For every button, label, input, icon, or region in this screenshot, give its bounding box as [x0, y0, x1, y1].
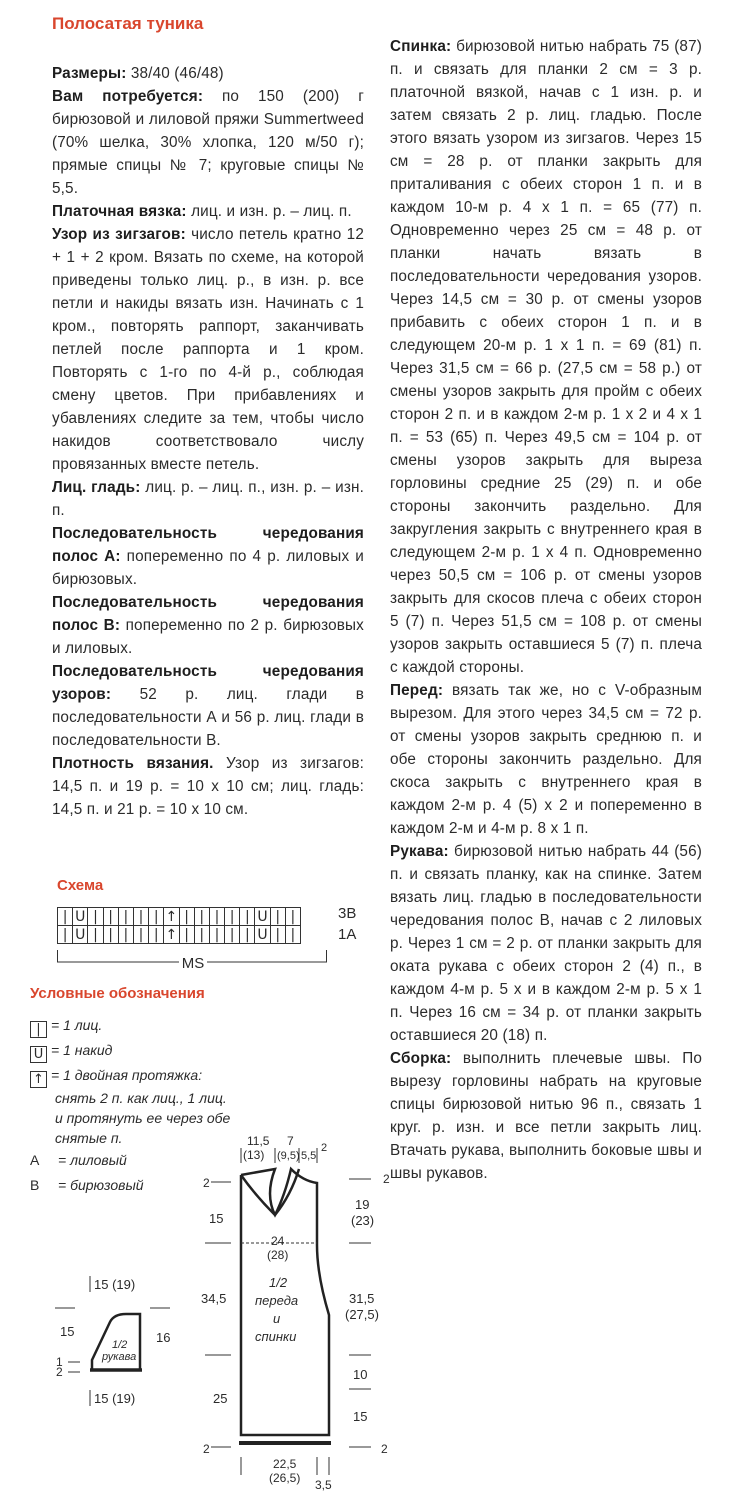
right-bottom-2: 2	[381, 1442, 388, 1456]
gauge-paragraph	[52, 752, 364, 821]
mid-width-24: 24	[271, 1234, 285, 1248]
knit-cell: |	[209, 926, 224, 944]
ms-bracket	[57, 950, 327, 974]
left-34-5: 34,5	[201, 1291, 227, 1306]
knit-cell: |	[225, 908, 240, 926]
left-column	[52, 62, 364, 821]
sleeve-label-word: рукава	[102, 1351, 137, 1363]
legend-a-value: = лиловый	[58, 1152, 127, 1168]
sequence-pattern-text: 52 р. лиц. глади в последовательности А и 56 р. лиц. глади в последовательности В.	[52, 686, 364, 749]
zigzag-label: Узор из зигзагов:	[52, 226, 186, 243]
legend-title: Условные обозначения	[30, 985, 205, 1002]
double-decrease-symbol-icon: ↑	[30, 1071, 47, 1088]
knit-cell: |	[240, 908, 255, 926]
page-title: Полосатая туника	[52, 14, 204, 33]
back-text: бирюзовой нитью набрать 75 (87) п. и связать для планки 2 см = 3 р. платочной вязкой, начав с 1 изн. р. и затем связать 2 р. лиц. гладью. После этого вязать узором из зигзагов. Через 15 см = 28 р. от планки закрыть для приталивания с обеих сторон 1 п. и в каждом 10-м р. 4 х 1 п. = 65 (77) п. Одновременно через 25 см = 48 р. от планки начать вязать в последовательности чередования узоров. Через 14,5 см = 30 р. от смены узоров прибавить с обеих сторон 1 п. и в следующем 20-м р. 1 х 1 п. = 69 (81) п. Через 31,5 см = 66 р. (27,5 см = 58 р.) от смены узоров закрыть для пройм с обеих сторон 2 п. и в каждом 2-м р. 1 х 2 и 4 х 1 п. = 53 (65) п. Через 49,5 см = 104 р. от смены узоров закрыть для выреза горловины средние 25 (29) п. и обе стороны закончить раздельно. Для закругления закрыть с внутреннего края в следующем 2-м р. 1 х 4 п. Одновременно через 50,5 см = 106 р. от смены узоров закрыть для скосов плеча с обеих сторон 5 (7) п. Через 51,5 см = 108 р. от смены узоров закрыть оставшиеся 5 (7) п. плеча с каждой стороны.	[390, 38, 702, 676]
assembly-paragraph	[390, 1047, 702, 1185]
legend-b-key: В	[30, 1177, 40, 1193]
front-text: вязать так же, но с V-образным вырезом. Для этого через 34,5 см = 72 р. от смены узоров закрыть среднюю п. и обе стороны закончить раздельно. Для скоса закрыть с внутреннего края в каждом 2-м р. 4 (5) х 2 и попеременно в каждом 2-м и 4-м р. 8 х 1 п.	[390, 682, 702, 837]
gauge-text: Узор из зигзагов: 14,5 п. и 19 р. = 10 х 10 см; лиц. гладь: 14,5 п. и 21 р. = 10 х 10 см.	[52, 755, 365, 818]
sleeve-bottom-width: 15 (19)	[94, 1391, 136, 1406]
sleeve-left-15: 15	[60, 1324, 75, 1339]
double-decrease-cell: ↑	[165, 908, 178, 925]
neck-width-13: (13)	[243, 1148, 265, 1162]
right-15: 15	[353, 1409, 368, 1424]
knit-cell: |	[88, 926, 103, 944]
knit-cell: |	[118, 908, 133, 926]
left-top-2: 2	[203, 1176, 210, 1190]
sequence-a-paragraph	[52, 522, 364, 591]
sleeve-pattern-diagram	[50, 1270, 190, 1410]
sequence-b-text: попеременно по 2 р. бирюзовых и лиловых.	[52, 617, 364, 657]
materials-text: по 150 (200) г бирюзовой и лиловой пряжи Summertweed (70% шелка, 30% хлопка, 120 м/50 г); прямые спицы № 7; круговые спицы № 5,5.	[52, 88, 364, 197]
knit-cell: |	[58, 926, 73, 944]
sleeves-paragraph	[390, 840, 702, 1047]
chart-row-top	[58, 908, 301, 926]
knit-cell: |	[270, 908, 285, 926]
knit-cell: |	[88, 908, 103, 926]
zigzag-paragraph	[52, 223, 364, 476]
chart-row-bottom	[58, 926, 301, 944]
right-31-5: 31,5	[349, 1291, 375, 1306]
legend-yo-text: = 1 накид	[51, 1042, 113, 1058]
armhole-width-5-5: 5,5	[301, 1150, 317, 1162]
assembly-text: выполнить плечевые швы. По вырезу горловины набрать на круговые спицы бирюзовой нитью 96 п., связать 1 круг. р. изн. и все петли закрыть лиц. Втачать рукава, выполнить боковые швы и швы рукавов.	[390, 1050, 703, 1182]
knit-cell: |	[285, 908, 300, 926]
right-top-2: 2	[383, 1172, 390, 1186]
legend-a-key: А	[30, 1152, 40, 1168]
legend-knit	[30, 1015, 102, 1038]
body-label-front: переда	[255, 1293, 299, 1308]
knit-cell: |	[285, 926, 300, 944]
sequence-b-paragraph	[52, 591, 364, 660]
neck-width-11-5: 11,5	[247, 1135, 270, 1148]
stockinette-text: лиц. р. – лиц. п., изн. р. – изн. п.	[52, 479, 364, 519]
legend-dec-line3: и протянуть ее через обе	[55, 1110, 231, 1126]
legend-yo	[30, 1040, 112, 1063]
sequence-a-label: Последовательность чередования полос А:	[52, 525, 364, 565]
knit-symbol-icon: |	[30, 1021, 47, 1038]
garter-label: Платочная вязка:	[52, 203, 187, 220]
legend-dec-line4: снятые п.	[55, 1130, 123, 1146]
knit-cell: |	[133, 926, 148, 944]
materials-paragraph	[52, 85, 364, 200]
zigzag-text: число петель кратно 12 + 1 + 2 кром. Вязать по схеме, на которой приведены только лиц. р., в изн. р. все петли и накиды вязать изн. Начинать с 1 кром., повторять раппорт, заканчивать петлей после раппорта и 1 кром. Повторять с 1-го по 4-й р., соблюдая смену цветов. При прибавлениях и убавлениях следите за тем, чтобы число накидов соответствовало числу провязанных вместе петель.	[52, 226, 364, 473]
left-bottom-2: 2	[203, 1442, 210, 1456]
knit-cell: |	[194, 926, 209, 944]
yarn-over-cell: U	[73, 908, 88, 926]
body-pattern-diagram	[195, 1135, 395, 1495]
assembly-label: Сборка:	[390, 1050, 452, 1067]
sleeve-left-2: 2	[56, 1365, 63, 1379]
ms-label: MS	[181, 955, 205, 972]
sequence-pattern-paragraph	[52, 660, 364, 752]
body-label-and: и	[273, 1311, 281, 1326]
chart-row-label-top: 3В	[338, 905, 357, 922]
knit-cell: |	[240, 926, 255, 944]
stitch-chart	[57, 907, 301, 944]
right-27-5: (27,5)	[345, 1307, 379, 1322]
right-23: (23)	[351, 1213, 375, 1228]
right-19: 19	[355, 1197, 370, 1212]
top-2: 2	[321, 1142, 328, 1154]
stockinette-paragraph	[52, 476, 364, 522]
stockinette-label: Лиц. гладь:	[52, 479, 141, 496]
sequence-pattern-label: Последовательность чередования узоров:	[52, 663, 364, 703]
scheme-title: Схема	[57, 877, 104, 894]
knit-cell: |	[103, 908, 118, 926]
legend-b	[30, 1175, 144, 1195]
sleeve-label-fraction: 1/2	[112, 1339, 128, 1351]
materials-label: Вам потребуется:	[52, 88, 204, 105]
bottom-width-3-5: 3,5	[315, 1478, 332, 1492]
knit-cell: |	[179, 926, 194, 944]
knit-cell: |	[103, 926, 118, 944]
left-25: 25	[213, 1391, 228, 1406]
knit-cell: |	[179, 908, 194, 926]
legend-knit-text: = 1 лиц.	[51, 1017, 103, 1033]
legend-dec-line1: = 1 двойная протяжка:	[51, 1067, 203, 1083]
yarn-over-symbol-icon: U	[30, 1046, 47, 1063]
sleeve-right-16: 16	[156, 1330, 171, 1345]
yarn-over-cell: U	[255, 926, 270, 944]
sequence-b-label: Последовательность чередования полос В:	[52, 594, 364, 634]
legend-b-value: = бирюзовый	[58, 1177, 144, 1193]
knit-cell: |	[194, 908, 209, 926]
knit-cell: |	[149, 908, 164, 926]
left-15: 15	[209, 1211, 224, 1226]
right-10: 10	[353, 1367, 368, 1382]
legend-a	[30, 1150, 127, 1170]
front-paragraph	[390, 679, 702, 840]
bottom-width-26-5: (26,5)	[269, 1471, 301, 1485]
body-label-back: спинки	[255, 1329, 297, 1344]
knit-cell: |	[209, 908, 224, 926]
front-label: Перед:	[390, 682, 444, 699]
knit-cell: |	[149, 926, 164, 944]
sleeves-label: Рукава:	[390, 843, 449, 860]
sizes-paragraph	[52, 62, 364, 85]
garter-paragraph	[52, 200, 364, 223]
knit-cell: |	[270, 926, 285, 944]
back-label: Спинка:	[390, 38, 452, 55]
sizes-label: Размеры:	[52, 65, 127, 82]
shoulder-width-7: 7	[287, 1135, 294, 1148]
double-decrease-cell: ↑	[165, 926, 178, 943]
sleeves-text: бирюзовой нитью набрать 44 (56) п. и связать планку, как на спинке. Затем вязать лиц. гладью в последовательности чередования полос В, начав с 2 лиловых р. Через 1 см = 2 р. от планки закрыть для оката рукава с обеих сторон 2 (4) п., в каждом 4-м р. 5 х и в каждом 2-м р. 5 х 1 п. Через 16 см = 34 р. от планки закрыть оставшиеся 20 (18) п.	[390, 843, 702, 1044]
sleeve-top-width: 15 (19)	[94, 1277, 136, 1292]
legend-dec-line2: снять 2 п. как лиц., 1 лиц.	[55, 1090, 227, 1106]
body-label-fraction: 1/2	[269, 1275, 288, 1290]
back-paragraph	[390, 35, 702, 679]
knit-cell: |	[225, 926, 240, 944]
bottom-width-22-5: 22,5	[273, 1457, 297, 1471]
shoulder-width-9-5: (9,5)	[277, 1150, 300, 1162]
yarn-over-cell: U	[73, 926, 88, 944]
sleeve-left-1: 1	[56, 1355, 63, 1369]
mid-width-28: (28)	[267, 1248, 289, 1262]
sequence-a-text: попеременно по 4 р. лиловых и бирюзовых.	[52, 548, 364, 588]
knit-cell: |	[118, 926, 133, 944]
sizes-text: 38/40 (46/48)	[130, 65, 224, 82]
garter-text: лиц. и изн. р. – лиц. п.	[191, 203, 352, 220]
knit-cell: |	[133, 908, 148, 926]
right-column	[390, 35, 702, 1185]
knit-cell: |	[58, 908, 73, 926]
chart-row-label-bottom: 1А	[338, 926, 357, 943]
yarn-over-cell: U	[255, 908, 270, 926]
gauge-label: Плотность вязания.	[52, 755, 214, 772]
